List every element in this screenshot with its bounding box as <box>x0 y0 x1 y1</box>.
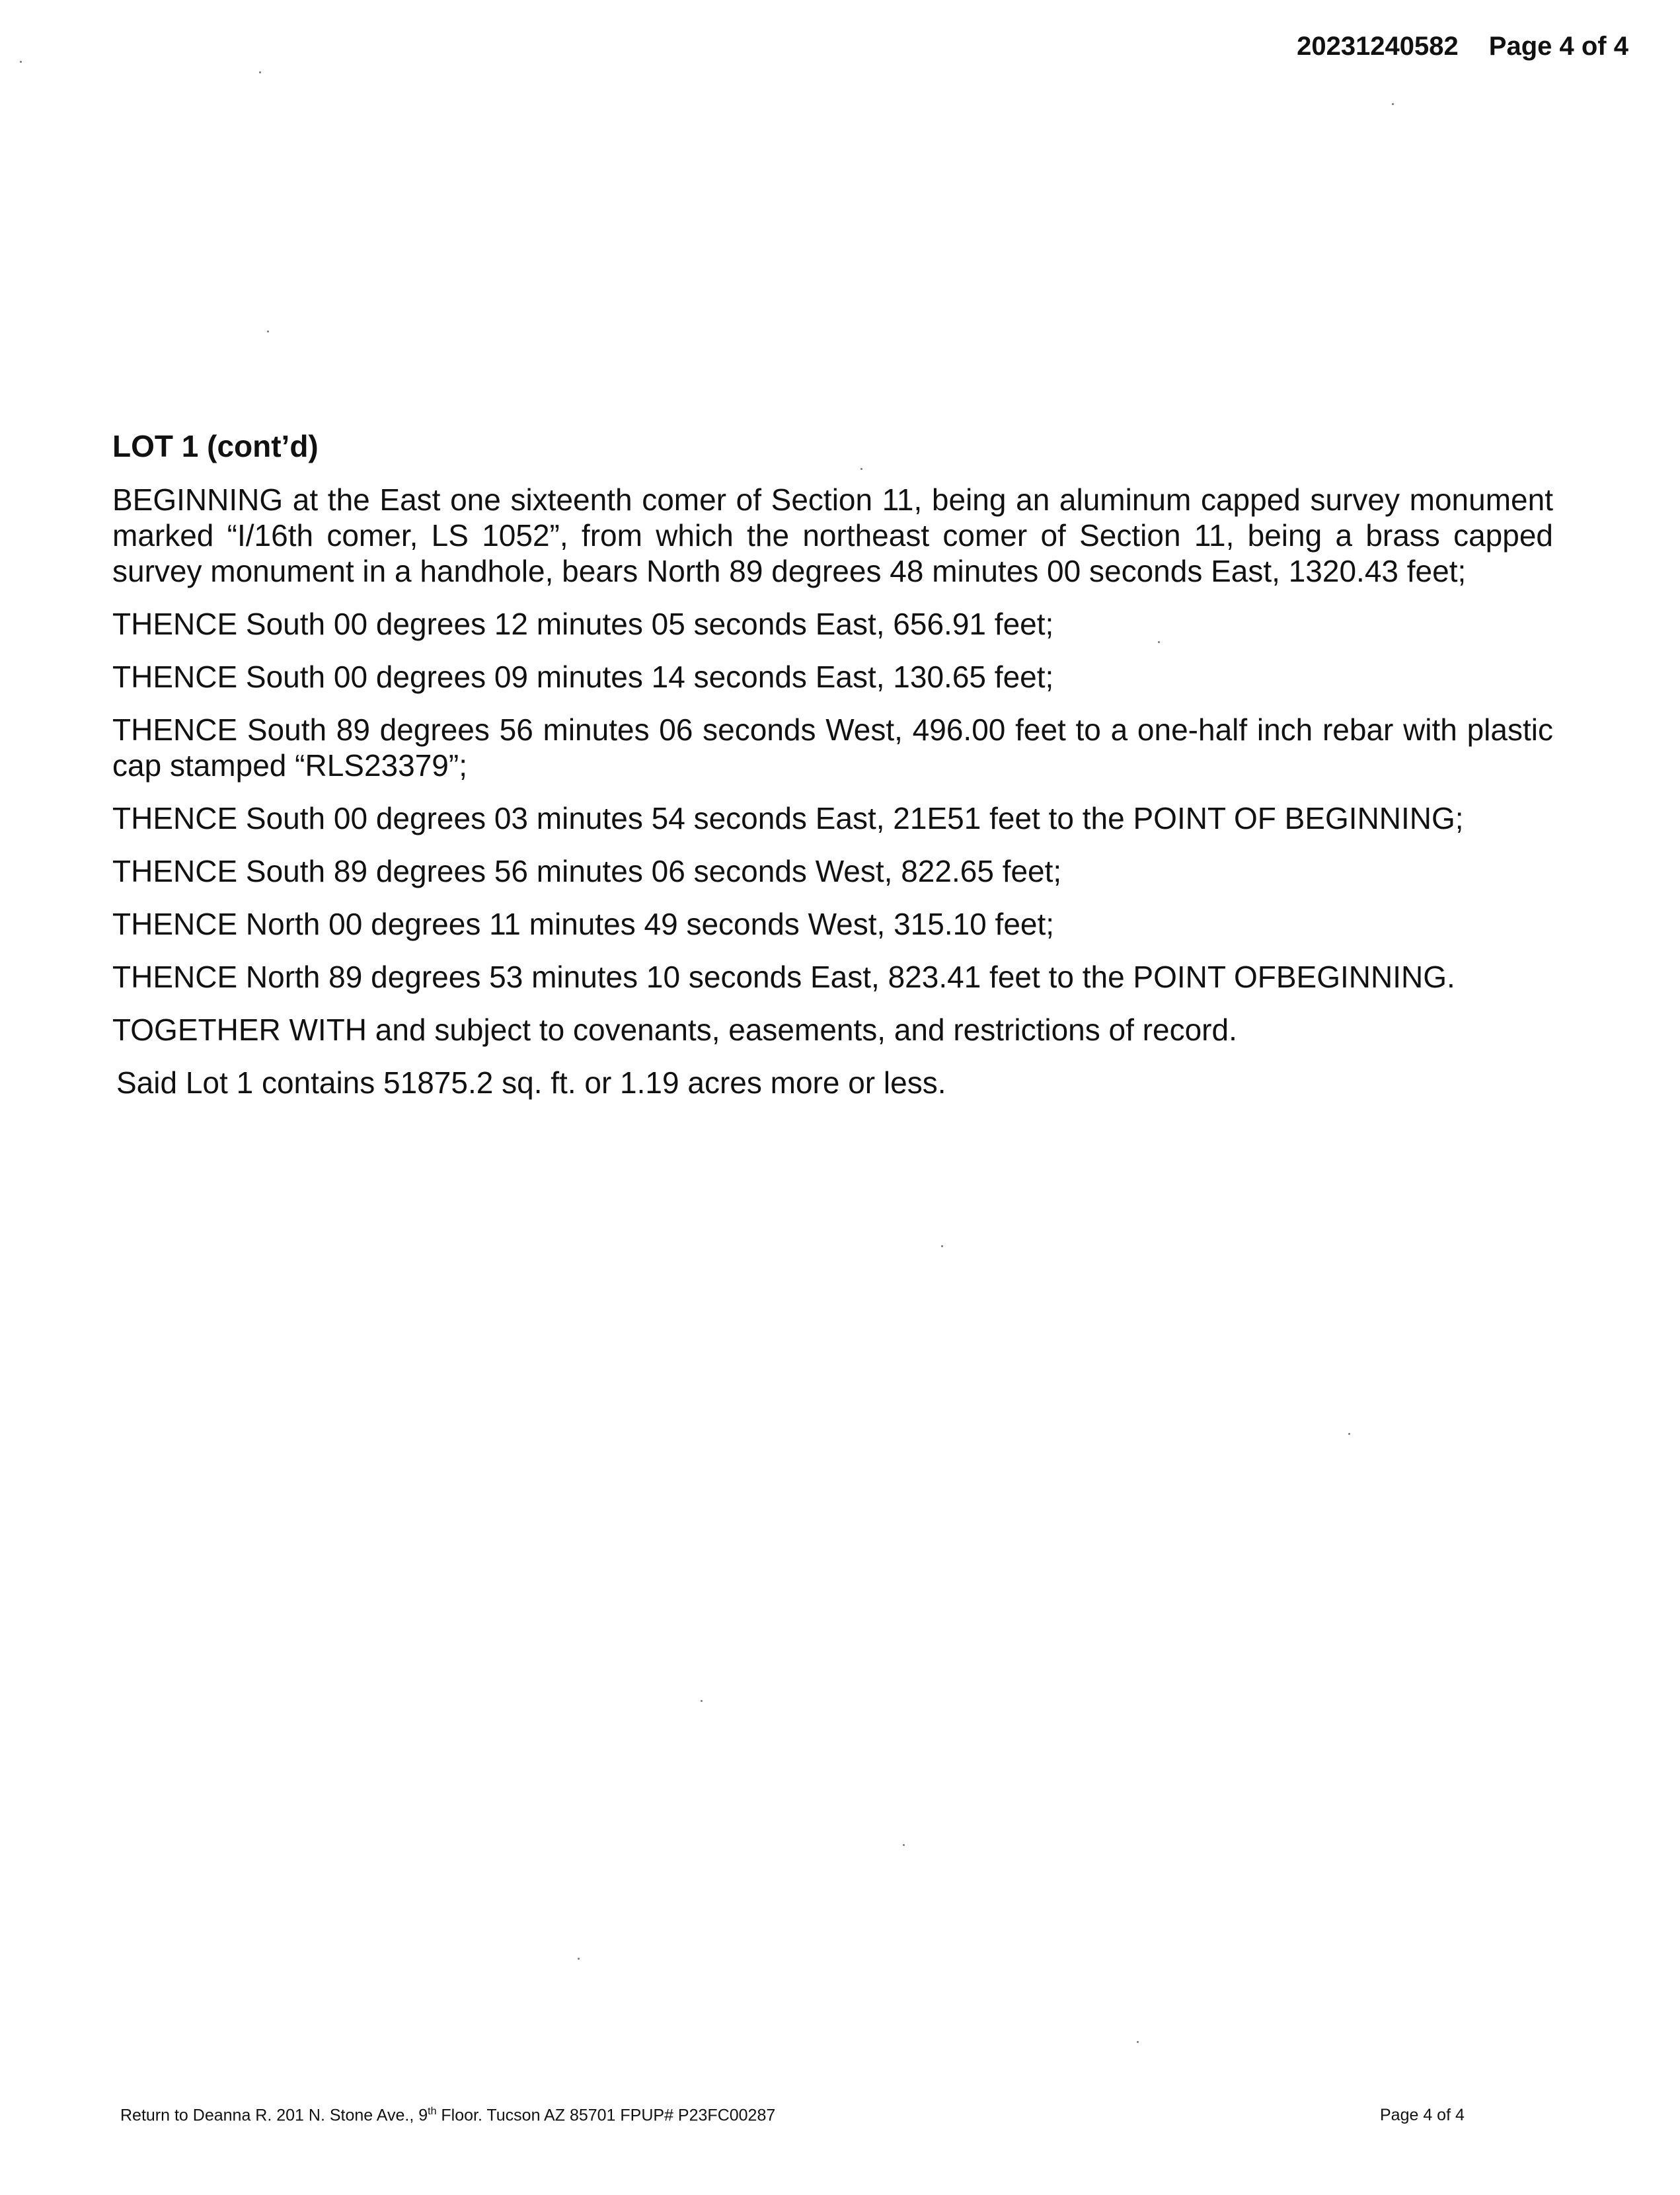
scan-speck <box>941 1245 943 1247</box>
scan-speck <box>20 61 22 63</box>
paragraph-course-4: THENCE South 00 degrees 03 minutes 54 seconds East, 21E51 feet to the POINT OF BEGINNING; <box>112 801 1464 836</box>
scan-speck <box>578 1958 580 1960</box>
scan-speck <box>903 1844 905 1846</box>
scan-speck <box>267 330 269 332</box>
scan-speck <box>1158 641 1160 643</box>
footer-return-suffix: Floor. Tucson AZ 85701 FPUP# P23FC00287 <box>436 2106 776 2125</box>
lot-heading: LOT 1 (cont’d) <box>112 429 319 463</box>
scan-speck <box>1392 103 1394 105</box>
header-page-label: Page 4 of 4 <box>1488 32 1628 61</box>
paragraph-together-with: TOGETHER WITH and subject to covenants, easements, and restrictions of record. <box>112 1013 1237 1048</box>
footer-return-address <box>120 2106 775 2125</box>
scan-speck <box>1348 1433 1350 1435</box>
paragraph-course-5: THENCE South 89 degrees 56 minutes 06 seconds West, 822.65 feet; <box>112 854 1062 889</box>
document-number: 20231240582 <box>1297 32 1459 61</box>
footer-page-label: Page 4 of 4 <box>1380 2106 1465 2124</box>
scan-speck <box>860 468 862 470</box>
scan-speck <box>259 71 261 73</box>
paragraph-course-7: THENCE North 89 degrees 53 minutes 10 seconds East, 823.41 feet to the POINT OFBEGINNING. <box>112 960 1455 995</box>
paragraph-beginning: BEGINNING at the East one sixteenth comer of Section 11, being an aluminum capped survey monument marked “I/16th comer, LS 1052”, from which the northeast comer of Section 11, being a brass capped survey monument in a handhole, bears North 89 degrees 48 minutes 00 seconds East, 1320.43 feet; <box>112 482 1553 589</box>
paragraph-course-6: THENCE North 00 degrees 11 minutes 49 seconds West, 315.10 feet; <box>112 907 1055 942</box>
paragraph-area: Said Lot 1 contains 51875.2 sq. ft. or 1.19 acres more or less. <box>116 1065 946 1100</box>
legal-description <box>112 428 1553 1118</box>
scan-speck <box>1137 2041 1139 2043</box>
scan-speck <box>701 1700 703 1702</box>
page-header <box>1297 32 1628 61</box>
paragraph-course-3: THENCE South 89 degrees 56 minutes 06 seconds West, 496.00 feet to a one-half inch rebar with plastic cap stamped “RLS23379”; <box>112 712 1553 783</box>
paragraph-course-1: THENCE South 00 degrees 12 minutes 05 seconds East, 656.91 feet; <box>112 607 1054 642</box>
paragraph-course-2: THENCE South 00 degrees 09 minutes 14 seconds East, 130.65 feet; <box>112 660 1054 695</box>
footer-return-sup: th <box>428 2106 437 2117</box>
footer-return-prefix: Return to Deanna R. 201 N. Stone Ave., 9 <box>120 2106 428 2125</box>
